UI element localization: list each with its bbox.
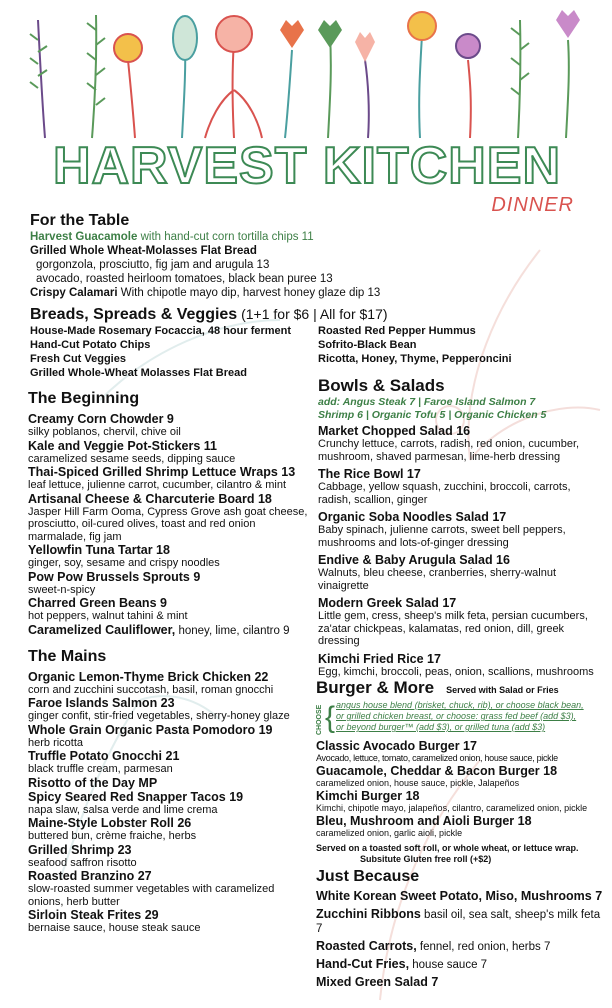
bowl-item-name: Market Chopped Salad 16 [318,424,471,438]
main-item-desc: ginger confit, stir-fried vegetables, sherry-honey glaze [28,710,290,722]
just-because-heading: Just Because [316,868,420,885]
main-item-desc: slow-roasted summer vegetables with caramelized onions, herb butter [28,883,275,908]
bowls-heading: Bowls & Salads [318,376,445,395]
breads-heading: Breads, Spreads & Veggies [30,306,238,323]
bread-item: Fresh Cut Veggies [30,353,126,365]
burger-item-name: Kimchi Burger 18 [316,789,420,803]
spread-item: Sofrito-Black Bean [318,339,417,351]
bowl-item-desc: Egg, kimchi, broccoli, peas, onion, scallions, mushrooms [318,665,594,678]
beginning-item-name: Charred Green Beans 9 [28,596,167,610]
side-item-name: White Korean Sweet Potato, Miso, Mushrooms 7 [316,889,603,903]
side-item-desc: basil oil, sea salt, sheep's milk feta 7 [316,909,601,935]
beginning-item-desc: hot peppers, walnut tahini & mint [28,610,188,622]
spread-item: Roasted Red Pepper Hummus [318,325,476,337]
mains-heading: The Mains [28,647,107,665]
beginning-item-name: Creamy Corn Chowder 9 [28,412,174,426]
bread-item: House-Made Rosemary Focaccia, 48 hour ferment [30,325,292,337]
cauliflower-desc: honey, lime, cilantro 9 [175,624,290,637]
burger-item-desc: caramelized onion, garlic aioli, pickle [316,828,463,838]
side-item-name: Mixed Green Salad 7 [316,975,439,989]
bowl-item-desc: Crunchy lettuce, carrots, radish, red onion, cucumber, mushroom, shaved parmesan, lime-herb dressing [318,438,580,463]
beginning-item-name: Kale and Veggie Pot-Stickers 11 [28,438,217,453]
bowl-item-desc: Walnuts, bleu cheese, cranberries, sherry-walnut vinaigrette [318,567,557,592]
flatbread-option-1: gorgonzola, prosciutto, fig jam and arugula 13 [36,259,270,271]
beginning-item-desc: ginger, soy, sesame and crispy noodles [28,557,220,569]
beginning-item-name: Yellowfin Tuna Tartar 18 [28,543,170,557]
side-item-name: Zucchini Ribbons [316,907,421,921]
calamari-name: Crispy Calamari [30,287,118,299]
beginning-item-name: Thai-Spiced Grilled Shrimp Lettuce Wraps 13 [28,465,296,479]
side-item-name: Hand-Cut Fries, [316,957,410,971]
flower-header-illustration [0,0,612,140]
beginning-item-name: Pow Pow Brussels Sprouts 9 [28,569,201,584]
main-item-desc: herb ricotta [28,736,84,749]
spread-item: Ricotta, Honey, Thyme, Pepperoncini [318,353,512,365]
bowl-item-name: Modern Greek Salad 17 [318,596,457,610]
choose-label: CHOOSE [316,704,323,736]
choose-line-1: angus house blend (brisket, chuck, rib), or choose black bean, [336,700,584,710]
beginning-item-desc: Jasper Hill Farm Ooma, Cypress Grove ash goat cheese, prosciutto, oil-cured olives, toast and red onion marmalade, fig jam [28,505,308,543]
side-item-desc: fennel, red onion, herbs 7 [416,941,551,953]
bread-item: Grilled Whole-Wheat Molasses Flat Bread [30,367,247,379]
bowl-item-desc: Cabbage, yellow squash, zucchini, broccoli, carrots, radish, scallion, ginger [318,481,571,506]
beginning-item-desc: caramelized sesame seeds, dipping sauce [28,452,236,465]
choose-brace: { [325,701,336,734]
main-item-desc: buttered bun, crème fraiche, herbs [28,830,197,842]
bread-item: Hand-Cut Potato Chips [30,339,151,351]
burger-item-name: Guacamole, Cheddar & Bacon Burger 18 [316,764,558,778]
choose-line-3: or beyond burger™ (add $3), or grilled tuna (add $3) [336,722,546,732]
main-item-name: Roasted Branzino 27 [28,869,152,883]
left-column [28,390,310,935]
burger-item-name: Classic Avocado Burger 17 [316,739,477,753]
beginning-item-name: Artisanal Cheese & Charcuterie Board 18 [28,491,272,506]
right-column [318,376,600,678]
burger-item-desc: Avocado, lettuce, tomato, caramelized onion, house sauce, pickle [316,753,558,763]
main-item-name: Risotto of the Day MP [28,775,158,790]
bowl-item-name: Endive & Baby Arugula Salad 16 [318,553,510,567]
beginning-item-desc: sweet-n-spicy [28,583,96,596]
breads-price-note: (1+1 for $6 | All for $17) [237,306,388,322]
side-item-desc: house sauce 7 [409,959,488,971]
section-burgers [316,678,606,865]
side-item-name: Roasted Carrots, [316,939,417,953]
main-item-name: Organic Lemon-Thyme Brick Chicken 22 [28,669,269,684]
bowl-item-name: The Rice Bowl 17 [318,467,421,481]
main-item-name: Truffle Potato Gnocchi 21 [28,749,180,763]
main-item-name: Grilled Shrimp 23 [28,842,132,857]
main-item-desc: corn and zucchini succotash, basil, roman gnocchi [28,683,274,696]
section-breads [30,306,590,324]
beginning-item-desc: silky poblanos, chervil, chive oil [28,426,181,438]
bowl-item-name: Organic Soba Noodles Salad 17 [318,510,507,524]
restaurant-title: HARVEST KITCHEN [52,137,562,195]
burger-item-name: Bleu, Mushroom and Aioli Burger 18 [316,814,532,828]
breads-left-list [30,324,320,380]
gluten-free-note: Subsitute Gluten free roll (+$2) [360,854,492,864]
burgers-served-note: Served with Salad or Fries [446,685,559,695]
main-item-desc: black truffle cream, parmesan [28,763,173,775]
beginning-item-desc: leaf lettuce, julienne carrot, cucumber, cilantro & mint [28,479,287,491]
flatbread-option-2: avocado, roasted heirloom tomatoes, black bean puree 13 [36,273,333,285]
main-item-name: Faroe Islands Salmon 23 [28,696,175,710]
main-item-name: Sirloin Steak Frites 29 [28,908,159,922]
burger-item-desc: Kimchi, chipotle mayo, jalapeños, cilantro, caramelized onion, pickle [316,803,588,813]
choose-line-2: or grilled chicken breast, or choose: grass fed beef (add $3), [336,711,577,721]
guacamole-name: Harvest Guacamole [30,231,138,243]
bowls-addons-line-1: add: Angus Steak 7 | Faroe Island Salmon 7 [318,396,536,408]
burger-item-desc: caramelized onion, house sauce, pickle, Jalapeños [316,778,520,788]
main-item-desc: bernaise sauce, house steak sauce [28,922,201,934]
calamari-desc: With chipotle mayo dip, harvest honey glaze dip 13 [117,287,381,299]
main-item-name: Whole Grain Organic Pasta Pomodoro 19 [28,722,273,737]
bowls-addons-line-2: Shrimp 6 | Organic Tofu 5 | Organic Chicken 5 [318,409,547,421]
main-item-name: Spicy Seared Red Snapper Tacos 19 [28,789,244,804]
burgers-heading: Burger & More [316,678,435,697]
bun-note: Served on a toasted soft roll, or whole wheat, or lettuce wrap. [316,843,579,853]
breads-right-list [318,324,588,366]
bowl-item-name: Kimchi Fried Rice 17 [318,651,441,666]
section-just-because [316,868,608,990]
bowl-item-desc: Baby spinach, julienne carrots, sweet bell peppers, mushrooms and lots-of-ginger dressing [318,524,566,549]
flatbread-name: Grilled Whole Wheat-Molasses Flat Bread [30,245,257,257]
cauliflower-name: Caramelized Cauliflower, [28,622,176,637]
main-item-desc: seafood saffron risotto [28,856,137,869]
bowl-item-desc: Little gem, cress, sheep's milk feta, persian cucumbers, za'atar chickpeas, kalamatas, red onion, dill, greek dressing [318,610,588,647]
main-item-name: Maine-Style Lobster Roll 26 [28,816,192,830]
main-item-desc: napa slaw, salsa verde and lime crema [28,803,218,816]
beginning-heading: The Beginning [28,390,140,407]
for-the-table-heading: For the Table [30,212,130,229]
guacamole-desc: with hand-cut corn tortilla chips 11 [137,231,314,243]
section-for-the-table [30,212,590,300]
menu-subtitle: DINNER [491,194,574,216]
